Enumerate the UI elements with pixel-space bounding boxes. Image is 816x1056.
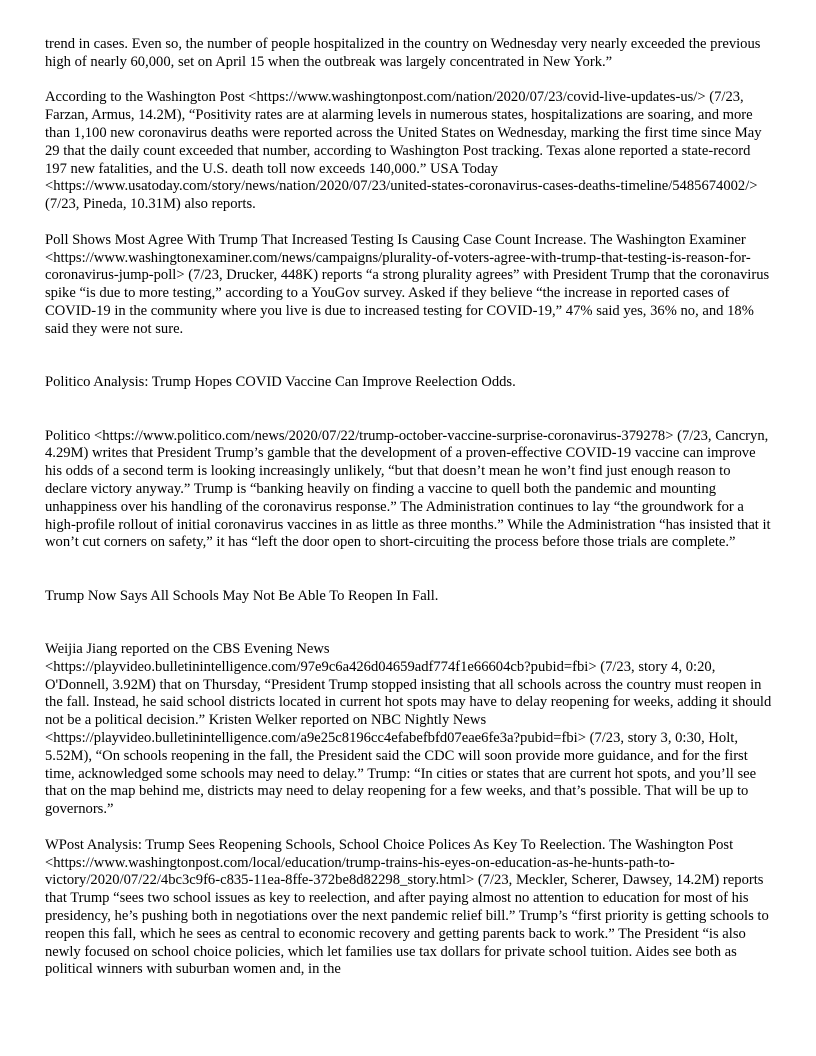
paragraph-schools-reopen: Weijia Jiang reported on the CBS Evening News <https://playvideo.bulletinintelligence.com/97e9c6a426d04659adf774f1e66604cb?pubid=fbi> (7/23, story 4, 0:20, O'Donnell, 3.92M) that on Thursday, “President Trump stopped insisting that all schools across the country must reopen in the fall. Instead, he said school districts located in current hot spots may have to delay reopening for weeks, adding it should not be a political decision.” Kristen Welker reported on NBC Nightly News <https://playvideo.bulletinintelligence.com/a9e25c8196cc4efabefbfd07eae6fe3a?pubid=fbi> (7/23, story 3, 0:30, Holt, 5.52M), “On schools reopening in the fall, the President said the CDC will soon provide more guidance, and for the first time, acknowledged some schools may need to delay.” Trump: “In cities or states that are current hot spots, and you’ll see that on the map behind me, districts may need to delay reopening for a few weeks, and that’s possible. That will be up to governors.” — [45, 641, 772, 818]
headline-schools-reopen: Trump Now Says All Schools May Not Be Able To Reopen In Fall. — [45, 587, 439, 604]
paragraph-wpost-school-choice: WPost Analysis: Trump Sees Reopening Schools, School Choice Polices As Key To Reelection. The Washington Post <https://www.washingtonpost.com/local/education/trump-trains-his-eyes-on-education-as-he-hunts-path-to-victory/2020/07/22/4bc3c9f6-c835-11ea-8ffe-372be8d82298_story.html> (7/23, Meckler, Scherer, Dawsey, 14.2M) reports that Trump “sees two school issues as key to reelection, and after paying almost no attention to education for most of his presidency, he’s pushing both in negotiations over the next pandemic relief bill.” Trump’s “first priority is getting schools to reopen this fall, which he sees as central to economic recovery and getting parents back to work.” The President “is also newly focused on school choice policies, which let families use tax dollars for private school tuition. Aides see both as political winners with suburban women and, in the — [45, 836, 769, 978]
paragraph-politico-vaccine: Politico <https://www.politico.com/news/2020/07/22/trump-october-vaccine-surprise-coronavirus-379278> (7/23, Cancryn, 4.29M) writes that President Trump’s gamble that the development of a proven-effective COVID-19 vaccine can improve his odds of a second term is looking increasingly unlikely, “but that doesn’t mean he won’t find just enough reason to declare victory anyway.” Trump is “banking heavily on finding a vaccine to quell both the pandemic and mounting unhappiness over his handling of the coronavirus response.” The Administration continues to lay “the groundwork for a high-profile rollout of initial coronavirus vaccines in as little as three months.” While the Administration “has insisted that it won’t cut corners on safety,” it has “left the door open to short-circuiting the process before those trials are complete.” — [45, 427, 771, 551]
paragraph-washington-post-deaths: According to the Washington Post <https://www.washingtonpost.com/nation/2020/07/23/covid-live-updates-us/> (7/23, Farzan, Armus, 14.2M), “Positivity rates are at alarming levels in numerous states, hospitalizations are soaring, and more than 1,100 new coronavirus deaths were reported across the United States on Wednesday, marking the first time since May 29 that the daily count exceeded that number, according to Washington Post tracking. Texas alone reported a state-record 197 new fatalities, and the U.S. death toll now exceeds 140,000.” USA Today <https://www.usatoday.com/story/news/nation/2020/07/23/united-states-coronavirus-cases-deaths-timeline/5485674002/> (7/23, Pineda, 10.31M) also reports. — [45, 89, 762, 213]
headline-politico-vaccine: Politico Analysis: Trump Hopes COVID Vaccine Can Improve Reelection Odds. — [45, 374, 516, 391]
document-page — [45, 36, 773, 997]
paragraph-hospitalizations: trend in cases. Even so, the number of people hospitalized in the country on Wednesday very nearly exceeded the previous high of nearly 60,000, set on April 15 when the outbreak was largely concentrated in New York.” — [45, 36, 761, 70]
paragraph-testing-poll: Poll Shows Most Agree With Trump That Increased Testing Is Causing Case Count Increase. The Washington Examiner <https://www.washingtonexaminer.com/news/campaigns/plurality-of-voters-agree-with-trump-that-testing-is-reason-for-coronavirus-jump-poll> (7/23, Drucker, 448K) reports “a strong plurality agrees” with President Trump that the coronavirus spike “is due to more testing,” according to a YouGov survey. Asked if they believe “the increase in reported cases of COVID-19 in the community where you live is due to increased testing for COVID-19,” 47% said yes, 36% no, and 18% said they were not sure. — [45, 231, 770, 337]
